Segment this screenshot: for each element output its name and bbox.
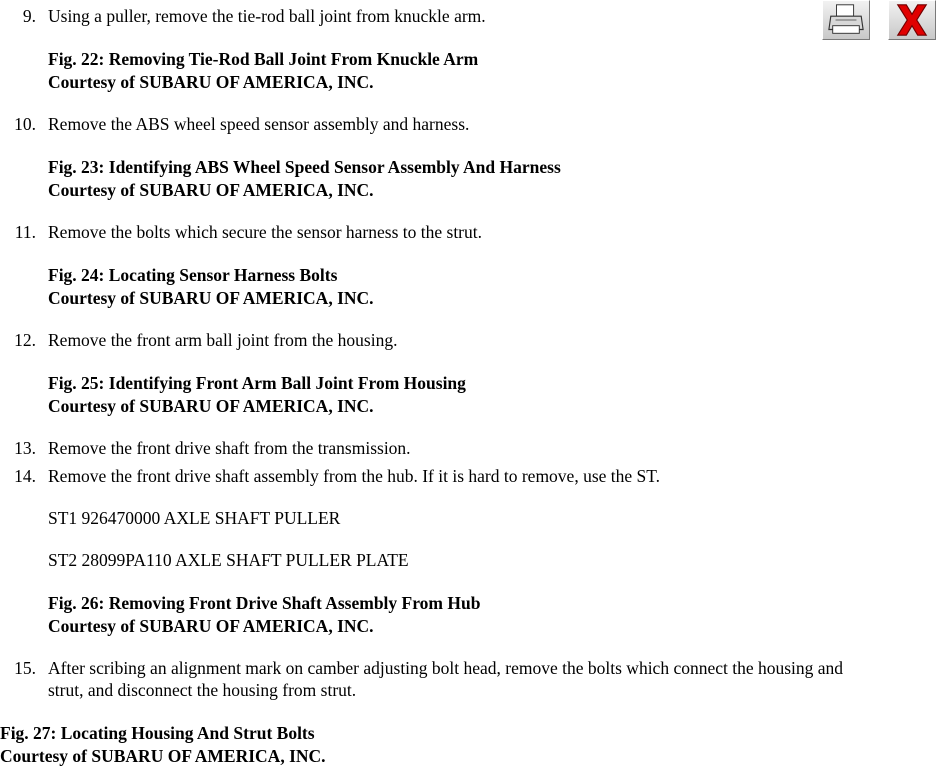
tool-st2: ST2 28099PA110 AXLE SHAFT PULLER PLATE [48, 550, 409, 570]
figure-26-courtesy: Courtesy of SUBARU OF AMERICA, INC. [48, 616, 374, 636]
figure-24-courtesy: Courtesy of SUBARU OF AMERICA, INC. [48, 288, 374, 308]
figure-25-courtesy: Courtesy of SUBARU OF AMERICA, INC. [48, 396, 374, 416]
close-button[interactable] [888, 0, 936, 40]
step-15-continued: strut, and disconnect the housing from strut. [48, 680, 357, 700]
figure-22-caption: Fig. 22: Removing Tie-Rod Ball Joint From Knuckle Arm [48, 49, 479, 69]
tool-st1: ST1 926470000 AXLE SHAFT PULLER [48, 508, 341, 528]
figure-25-caption: Fig. 25: Identifying Front Arm Ball Joint From Housing [48, 373, 466, 393]
figure-24-caption: Fig. 24: Locating Sensor Harness Bolts [48, 265, 338, 285]
figure-23-courtesy: Courtesy of SUBARU OF AMERICA, INC. [48, 180, 374, 200]
figure-23-caption: Fig. 23: Identifying ABS Wheel Speed Sensor Assembly And Harness [48, 157, 561, 177]
close-x-icon [889, 1, 935, 39]
printer-icon [823, 1, 869, 39]
figure-22-courtesy: Courtesy of SUBARU OF AMERICA, INC. [48, 72, 374, 92]
print-button[interactable] [822, 0, 870, 40]
figure-26-caption: Fig. 26: Removing Front Drive Shaft Assembly From Hub [48, 593, 481, 613]
figure-27-caption: Fig. 27: Locating Housing And Strut Bolts [0, 723, 315, 743]
figure-27-courtesy: Courtesy of SUBARU OF AMERICA, INC. [0, 746, 326, 766]
